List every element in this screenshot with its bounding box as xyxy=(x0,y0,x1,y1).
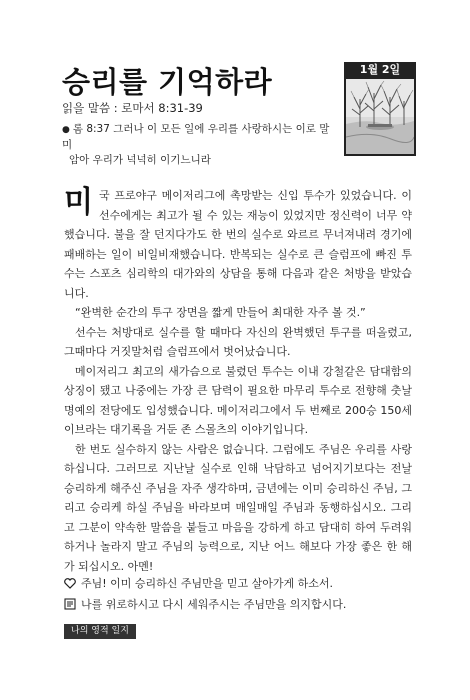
winter-tree-photo xyxy=(346,79,414,154)
page-title: 승리를 기억하라 xyxy=(62,65,273,99)
key-verse-line-2: 암아 우리가 넉넉히 이기느니라 xyxy=(69,154,211,166)
drop-cap: 미 xyxy=(64,185,93,220)
notebook-icon xyxy=(64,598,76,610)
paragraph-3: 선수는 처방대로 실수를 할 때마다 자신의 완벽했던 투구를 떠올렸고, 그때마다 거짓말처럼 슬럼프에서 벗어났습니다. xyxy=(64,325,412,358)
paragraph-2: “완벽한 순간의 투구 장면을 짧게 만들어 최대한 자주 볼 것.” xyxy=(75,306,366,319)
bullet-icon: ● xyxy=(62,125,70,135)
heart-icon xyxy=(64,578,76,589)
spiritual-journal-label: 나의 영적 일지 xyxy=(64,624,136,639)
key-verse xyxy=(62,122,332,168)
paragraph-4: 메이저리그 최고의 새가슴으로 불렸던 투수는 이내 강철같은 담대함의 상징이 됐고 나중에는 가장 큰 담력이 필요한 마무리 투수로 전향해 춧날 명예의 전당에도 입성했습니다. 메이저리그에서 두 번째로 200승 150세이브라는 대기록을 거둔 존 스몰츠의 이야기입니다. xyxy=(64,364,412,436)
prayer-line-2: 나를 위로하시고 다시 세워주시는 주님만을 의지합시다. xyxy=(64,596,346,612)
scripture-reading: 읽을 말씀 : 로마서 8:31-39 xyxy=(62,101,203,115)
paragraph-1: 미국 프로야구 메이저리그에 촉망받는 신입 투수가 있었습니다. 이 선수에게는 최고가 될 수 있는 재능이 있었지만 정신력이 너무 약했습니다. 불을 잘 던지다가도 한 번의 실수로 와르르 무너져내려 경기에 패배하는 일이 비일비재했습니다. 반복되는 실수로 큰 슬럼프에 빠진 투수는 스포츠 심리학의 대가와의 상담을 통해 다음과 같은 처방을 받았습니다. xyxy=(64,185,412,300)
devotional-body xyxy=(64,186,412,576)
prayer-line-1: 주님! 이미 승리하신 주님만을 믿고 살아가게 하소서. xyxy=(64,575,333,591)
date-label: 1월 2일 xyxy=(359,63,401,76)
paragraph-5: 한 번도 실수하지 않는 사람은 없습니다. 그럼에도 주님은 우리를 사랑하십니다. 그러므로 지난날 실수로 인해 낙담하고 넘어지기보다는 전날 승리하게 해주신 주님을 자주 생각하며, 금년에는 이미 승리하신 주님, 그리고 승리케 하실 주님을 바라보며 매일매일 주님과 동행하십시오. 그리고 그분이 약속한 말씀을 붙들고 마음을 강하게 하고 담대히 하여 두려워하거나 놀라지 말고 주님의 능력으로, 지난 어느 해보다 가장 좋은 한 해가 되십시오. 아멘! xyxy=(64,442,412,573)
key-verse-line-1: ● 롬 8:37 그러나 이 모든 일에 우리를 사랑하시는 이로 말미 xyxy=(62,123,330,151)
